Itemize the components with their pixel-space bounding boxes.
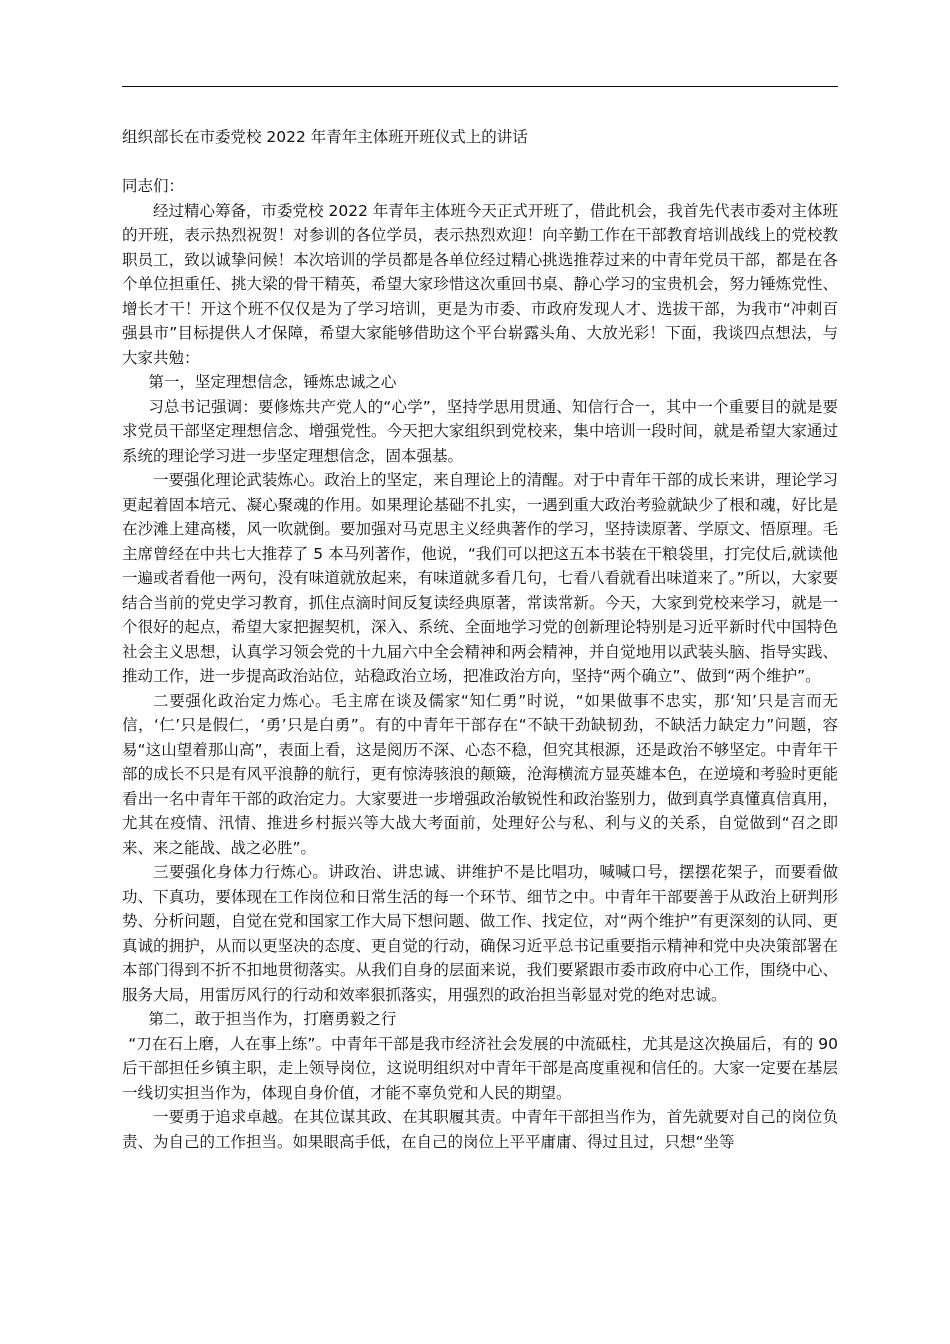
section-heading-1: 第一，坚定理想信念，锤炼忠诚之心 <box>148 373 397 391</box>
section-heading-2: 第二，敢于担当作为，打磨勇毅之行 <box>148 1010 397 1028</box>
header-rule <box>122 86 838 87</box>
salutation: 同志们： <box>122 177 185 195</box>
document-body <box>122 174 838 1154</box>
paragraph: 三要强化身体力行炼心。讲政治、讲忠诚、讲维护不是比唱功，喊喊口号，摆摆花架子，而要看做功、下真功，要体现在工作岗位和日常生活的每一个环节、细节之中。中青年干部要善于从政治上研判形势、分析问题，自觉在党和国家工作大局下想问题、做工作、找定位，对“两个维护”有更深刻的认同、更真诚的拥护，从而以更坚决的态度、更自觉的行动，确保习近平总书记重要指示精神和党中央决策部署在本部门得到不折不扣地贯彻落实。从我们自身的层面来说，我们要紧跟市委市政府中心工作，围绕中心、服务大局，用雷厉风行的行动和效率狠抓落实，用强烈的政治担当彰显对党的绝对忠诚。 <box>122 863 838 1004</box>
paragraph: 一要勇于追求卓越。在其位谋其政、在其职履其责。中青年干部担当作为，首先就要对自己的岗位负责、为自己的工作担当。如果眼高手低，在自己的岗位上平平庸庸、得过且过，只想“坐等 <box>122 1108 838 1151</box>
paragraph: 一要强化理论武装炼心。政治上的坚定，来自理论上的清醒。对于中青年干部的成长来讲，理论学习更起着固本培元、凝心聚魂的作用。如果理论基础不扎实，一遇到重大政治考验就缺少了根和魂，好比是在沙滩上建高楼，风一吹就倒。要加强对马克思主义经典著作的学习，坚持读原著、学原文、悟原理。毛主席曾经在中共七大推荐了 5 本马列著作，他说，“我们可以把这五本书装在干粮袋里，打完仗后,就读他一遍或者看他一两句，没有味道就放起来，有味道就多看几句，七看八看就看出味道来了。”所以，大家要结合当前的党史学习教育，抓住点滴时间反复读经典原著，常读常新。今天，大家到党校来学习，就是一个很好的起点，希望大家把握契机，深入、系统、全面地学习党的创新理论特别是习近平新时代中国特色社会主义思想，认真学习领会党的十九届六中全会精神和两会精神，并自觉地用以武装头脑、指导实践、推动工作，进一步提高政治站位，站稳政治立场，把准政治方向，坚持“两个确立”、做到“两个维护”。 <box>122 471 838 685</box>
paragraph: 二要强化政治定力炼心。毛主席在谈及儒家“知仁勇”时说，“如果做事不忠实，那‘知’只是言而无信，‘仁’只是假仁，‘勇’只是白勇”。有的中青年干部存在“不缺干劲缺韧劲，不缺活力缺定力”问题，容易“这山望着那山高”，表面上看，这是阅历不深、心态不稳，但究其根源，还是政治不够坚定。中青年干部的成长不只是有风平浪静的航行，更有惊涛骇浪的颠簸，沧海横流方显英雄本色，在逆境和考验时更能看出一名中青年干部的政治定力。大家要进一步增强政治敏锐性和政治鉴别力，做到真学真懂真信真用，尤其在疫情、汛情、推进乡村振兴等大战大考面前，处理好公与私、利与义的关系，自觉做到“召之即来、来之能战、战之必胜”。 <box>122 691 838 857</box>
document-title: 组织部长在市委党校 2022 年青年主体班开班仪式上的讲话 <box>122 128 528 146</box>
paragraph-opening: 经过精心筹备，市委党校 2022 年青年主体班今天正式开班了，借此机会，我首先代表市委对主体班的开班，表示热烈祝贺！对参训的各位学员，表示热烈欢迎！向辛勤工作在干部教育培训战线上的党校教职员工，致以诚挚问候！本次培训的学员都是各单位经过精心挑选推荐过来的中青年党员干部，都是在各个单位担重任、挑大梁的骨干精英，希望大家珍惜这次重回书桌、静心学习的宝贵机会，努力锤炼党性、增长才干！开这个班不仅仅是为了学习培训，更是为市委、市政府发现人才、选拔干部，为我市“冲刺百强县市”目标提供人才保障，希望大家能够借助这个平台崭露头角、大放光彩！下面，我谈四点想法，与大家共勉： <box>122 201 838 367</box>
paragraph: “刀在石上磨，人在事上练”。中青年干部是我市经济社会发展的中流砥柱，尤其是这次换届后，有的 90 后干部担任乡镇主职，走上领导岗位，这说明组织对中青年干部是高度重视和信任的。大家一定要在基层一线切实担当作为，体现自身价值，才能不辜负党和人民的期望。 <box>122 1034 838 1102</box>
paragraph: 习总书记强调：要修炼共产党人的“心学”，坚持学思用贯通、知信行合一，其中一个重要目的就是要求党员干部坚定理想信念、增强党性。今天把大家组织到党校来，集中培训一段时间，就是希望大家通过系统的理论学习进一步坚定理想信念，固本强基。 <box>122 397 838 465</box>
